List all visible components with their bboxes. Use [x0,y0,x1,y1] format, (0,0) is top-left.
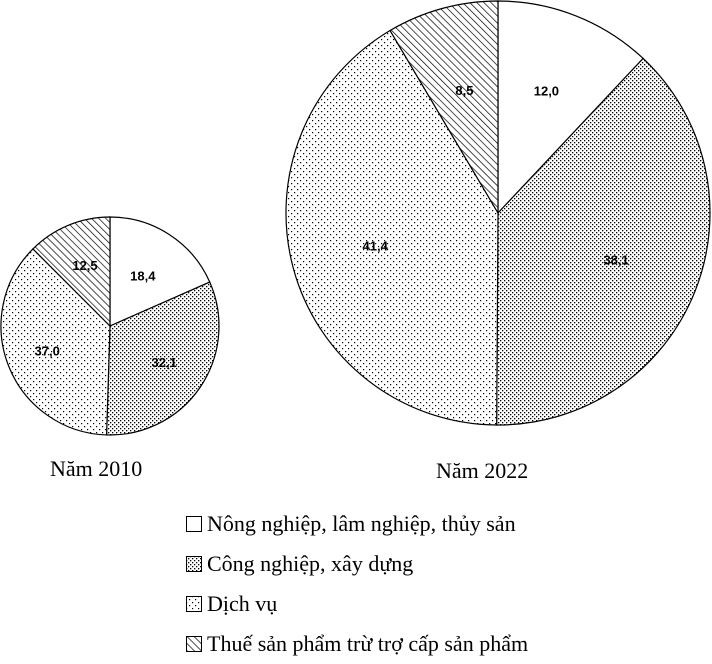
legend-item-industry [186,544,528,584]
pie-chart-2022 [286,1,710,425]
chart-caption-2010: Năm 2010 [50,456,143,481]
legend-swatch-blank [186,516,202,532]
chart-caption-2022: Năm 2022 [436,458,529,483]
legend-label: Thuế sản phẩm trừ trợ cấp sản phẩm [207,631,529,656]
legend-swatch-sparse-dots [186,596,202,612]
legend-label: Công nghiệp, xây dựng [207,551,414,576]
legend-label: Nông nghiệp, lâm nghiệp, thủy sản [207,511,516,536]
legend-item-taxes [186,624,528,664]
legend-swatch-dense-dots [186,556,202,572]
legend-label: Dịch vụ [207,591,278,616]
legend-swatch-diagonal-hatch [186,636,202,652]
slice-value-label: 8,5 [455,82,474,98]
legend-item-services [186,584,528,624]
slice-value-label: 12,5 [72,258,98,274]
slice-value-label: 18,4 [130,268,156,284]
slice-value-label: 12,0 [533,83,560,99]
legend-item-agriculture [186,504,528,544]
slice-value-label: 41,4 [362,238,388,254]
legend [186,504,528,664]
pie-chart-2010 [1,217,219,435]
slice-value-label: 38,1 [603,252,629,268]
slice-value-label: 37,0 [34,343,60,359]
slice-value-label: 32,1 [151,355,177,371]
